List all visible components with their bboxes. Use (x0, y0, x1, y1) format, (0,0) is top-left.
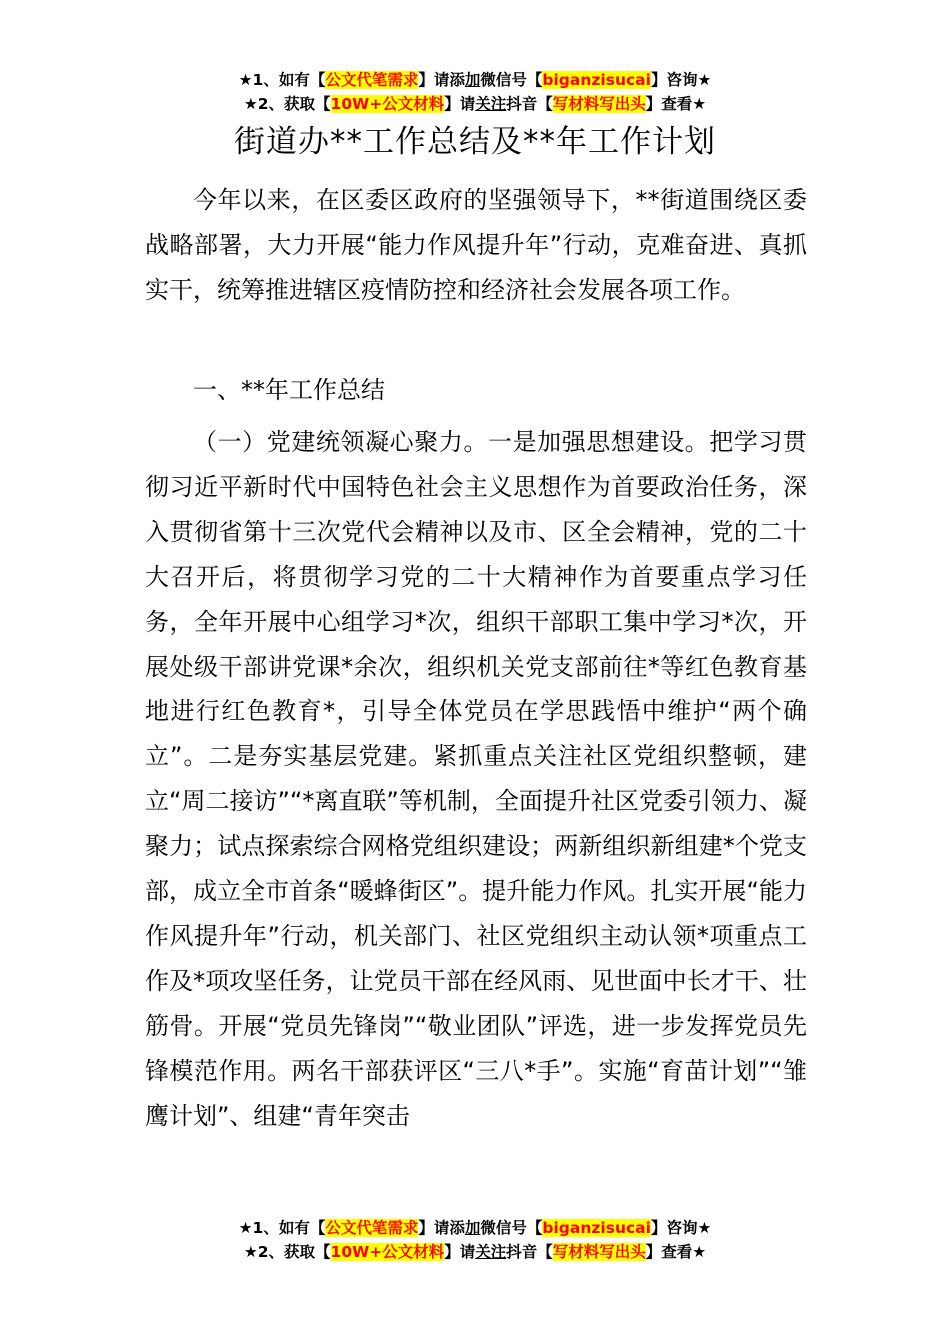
paragraph-text: （一）党建统领凝心聚力。一是加强思想建设。把学习贯彻习近平新时代中国特色社会主义思想作为首要政治任务，深入贯彻省第十三次党代会精神以及市、区全会精神，党的二十大召开后，将贯彻学习党的二十大精神作为首要重点学习任务，全年开展中心组学习*次，组织干部职工集中学习*次，开展处级干部讲党课*余次，组织机关党支部前往*等红色教育基地进行红色教育*，引导全体党员在学思践悟中维护“两个确立”。二是夯实基层党建。紧抓重点关注社区党组织整顿，建立“周二接访”“*离直联”等机制，全面提升社区党委引领力、凝聚力；试点探索综合网格党组织建设；两新组织新组建*个党支部，成立全市首条“暖蜂街区”。提升能力作风。扎实开展“能力作风提升年”行动，机关部门、社区党组织主动认领*项重点工作及*项攻坚任务，让党员干部在经风雨、见世面中长才干、壮筋骨。开展“党员先锋岗”“敬业团队”评选，进一步发挥党员先锋模范作用。两名干部获评区“三八*手”。实施“育苗计划”“雏鹰计划”、组建“青年突击 (145, 428, 807, 1130)
heading-text: 一、**年工作总结 (193, 376, 385, 404)
promo-underline: 关注 (475, 1243, 507, 1261)
body-paragraph (145, 420, 807, 1139)
promo-highlight: 10W+公文材料 (330, 95, 445, 113)
promo-highlight: 公文代笔需求 (325, 71, 419, 89)
promo-highlight: 写材料写出头 (552, 1243, 646, 1261)
promo-text: 微信号【 (480, 1219, 543, 1237)
header-promo-banner (0, 68, 950, 116)
promo-highlight: 写材料写出头 (552, 95, 646, 113)
promo-underline: 加 (464, 71, 481, 89)
promo-highlight: 10W+公文材料 (330, 1243, 445, 1261)
section-heading (145, 368, 807, 413)
promo-text: 】查看★ (645, 1243, 707, 1261)
promo-text: 】查看★ (645, 95, 707, 113)
promo-text: 】请 (444, 1243, 476, 1261)
promo-highlight: biganzisucai (542, 1219, 651, 1237)
promo-text: 】请 (444, 95, 476, 113)
promo-line-1 (0, 68, 950, 92)
promo-text: ★1、如有【 (238, 1219, 326, 1237)
promo-highlight: biganzisucai (542, 71, 651, 89)
promo-underline: 关注 (475, 95, 507, 113)
footer-promo-banner (0, 1216, 950, 1264)
promo-underline: 加 (464, 1219, 481, 1237)
promo-highlight: 公文代笔需求 (325, 1219, 419, 1237)
promo-text: 】咨询★ (650, 1219, 712, 1237)
promo-text: ★2、获取【 (243, 1243, 331, 1261)
promo-text: 抖音【 (506, 95, 553, 113)
promo-text: 微信号【 (480, 71, 543, 89)
promo-line-1 (0, 1216, 950, 1240)
promo-text: 】请添 (418, 71, 465, 89)
document-title: 街道办**工作总结及**年工作计划 (234, 124, 716, 160)
paragraph-text: 今年以来，在区委区政府的坚强领导下，**街道围绕区委战略部署，大力开展“能力作风提升年”行动，克难奋进、真抓实干，统筹推进辖区疫情防控和经济社会发展各项工作。 (145, 186, 807, 304)
promo-text: 】请添 (418, 1219, 465, 1237)
promo-text: 抖音【 (506, 1243, 553, 1261)
promo-text: ★2、获取【 (243, 95, 331, 113)
promo-line-2 (0, 1240, 950, 1264)
promo-line-2 (0, 92, 950, 116)
promo-text: 】咨询★ (650, 71, 712, 89)
promo-text: ★1、如有【 (238, 71, 326, 89)
intro-paragraph (145, 178, 807, 313)
